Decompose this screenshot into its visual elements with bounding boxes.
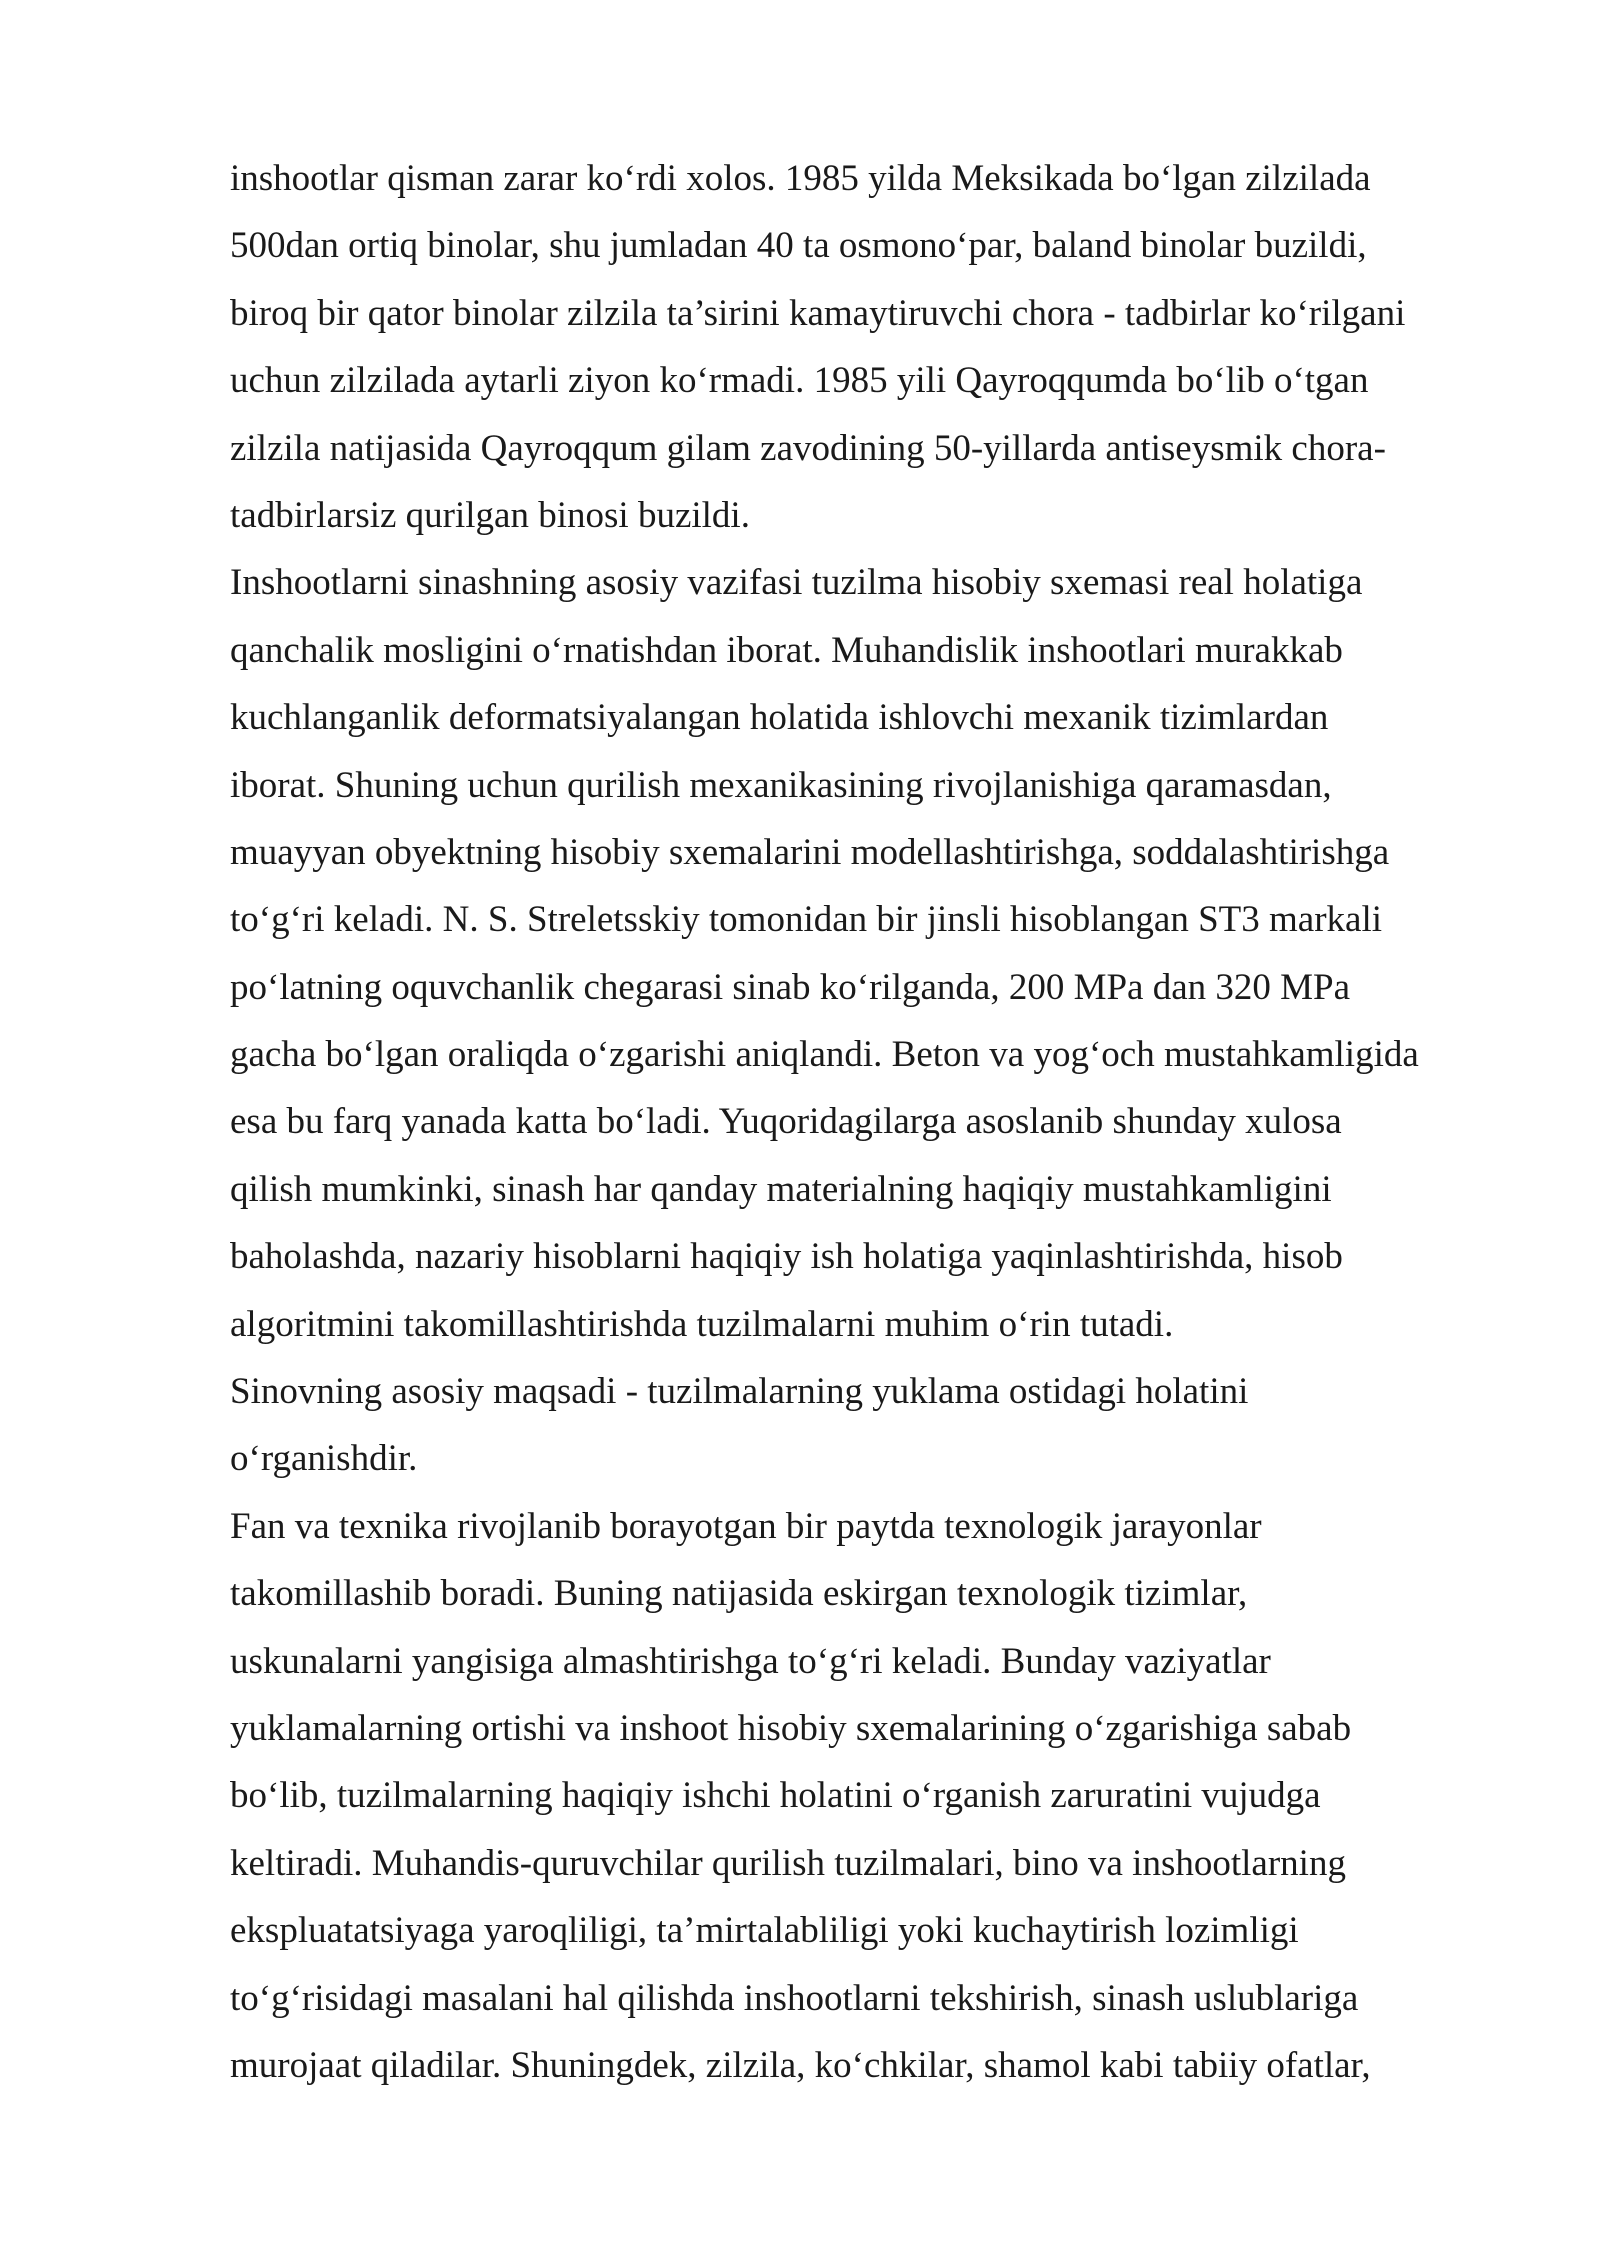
body-text [230,145,1550,2099]
text-line: yuklamalarning ortishi va inshoot hisobiy sxemalarining o‘zgarishiga sabab [230,1707,1352,1749]
text-line: baholashda, nazariy hisoblarni haqiqiy ish holatiga yaqinlashtirishda, hisob [230,1236,1343,1278]
text-line: algoritmini takomillashtirishda tuzilmalarni muhim o‘rin tutadi. [230,1303,1174,1345]
text-line: uchun zilzilada aytarli ziyon ko‘rmadi. 1985 yili Qayroqqumda bo‘lib o‘tgan [230,360,1369,402]
text-line: zilzila natijasida Qayroqqum gilam zavodining 50-yillarda antiseysmik chora- [230,427,1386,469]
text-line: biroq bir qator binolar zilzila ta’sirini kamaytiruvchi chora - tadbirlar ko‘rilgani [230,292,1406,334]
text-line: Fan va texnika rivojlanib borayotgan bir paytda texnologik jarayonlar [230,1505,1262,1547]
text-line: Inshootlarni sinashning asosiy vazifasi tuzilma hisobiy sxemasi real holatiga [230,562,1363,604]
text-line: muayyan obyektning hisobiy sxemalarini modellashtirishga, soddalashtirishga [230,831,1390,873]
text-line: murojaat qiladilar. Shuningdek, zilzila, ko‘chkilar, shamol kabi tabiiy ofatlar, [230,2044,1371,2086]
text-line: to‘g‘ri keladi. N. S. Streletsskiy tomonidan bir jinsli hisoblangan ST3 markali [230,899,1383,941]
text-line: inshootlar qisman zarar ko‘rdi xolos. 1985 yilda Meksikada bo‘lgan zilzilada [230,158,1371,199]
text-line: 500dan ortiq binolar, shu jumladan 40 ta osmono‘par, baland binolar buzildi, [230,225,1367,267]
text-line: esa bu farq yanada katta bo‘ladi. Yuqoridagilarga asoslanib shunday xulosa [230,1101,1342,1143]
text-line: po‘latning oquvchanlik chegarasi sinab ko‘rilganda, 200 MPa dan 320 MPa [230,966,1351,1008]
text-line: Sinovning asosiy maqsadi - tuzilmalarning yuklama ostidagi holatini [230,1371,1249,1413]
text-line: uskunalarni yangisiga almashtirishga to‘g‘ri keladi. Bunday vaziyatlar [230,1640,1271,1682]
text-line: gacha bo‘lgan oraliqda o‘zgarishi aniqlandi. Beton va yog‘och mustahkamligida [230,1034,1419,1076]
text-line: keltiradi. Muhandis-quruvchilar qurilish tuzilmalari, bino va inshootlarning [230,1842,1346,1884]
text-line: o‘rganishdir. [230,1438,418,1480]
text-line: to‘g‘risidagi masalani hal qilishda inshootlarni tekshirish, sinash uslublariga [230,1977,1359,2019]
text-line: qanchalik mosligini o‘rnatishdan iborat. Muhandislik inshootlari murakkab [230,629,1343,671]
text-line: bo‘lib, tuzilmalarning haqiqiy ishchi holatini o‘rganish zaruratini vujudga [230,1775,1321,1817]
text-line: takomillashib boradi. Buning natijasida eskirgan texnologik tizimlar, [230,1573,1248,1615]
text-line: qilish mumkinki, sinash har qanday materialning haqiqiy mustahkamligini [230,1168,1332,1210]
text-line: iborat. Shuning uchun qurilish mexanikasining rivojlanishiga qaramasdan, [230,764,1332,806]
text-line: ekspluatatsiyaga yaroqliligi, ta’mirtalabliligi yoki kuchaytirish lozimligi [230,1910,1299,1952]
text-line: kuchlanganlik deformatsiyalangan holatida ishlovchi mexanik tizimlardan [230,697,1329,739]
text-line: tadbirlarsiz qurilgan binosi buzildi. [230,494,750,536]
